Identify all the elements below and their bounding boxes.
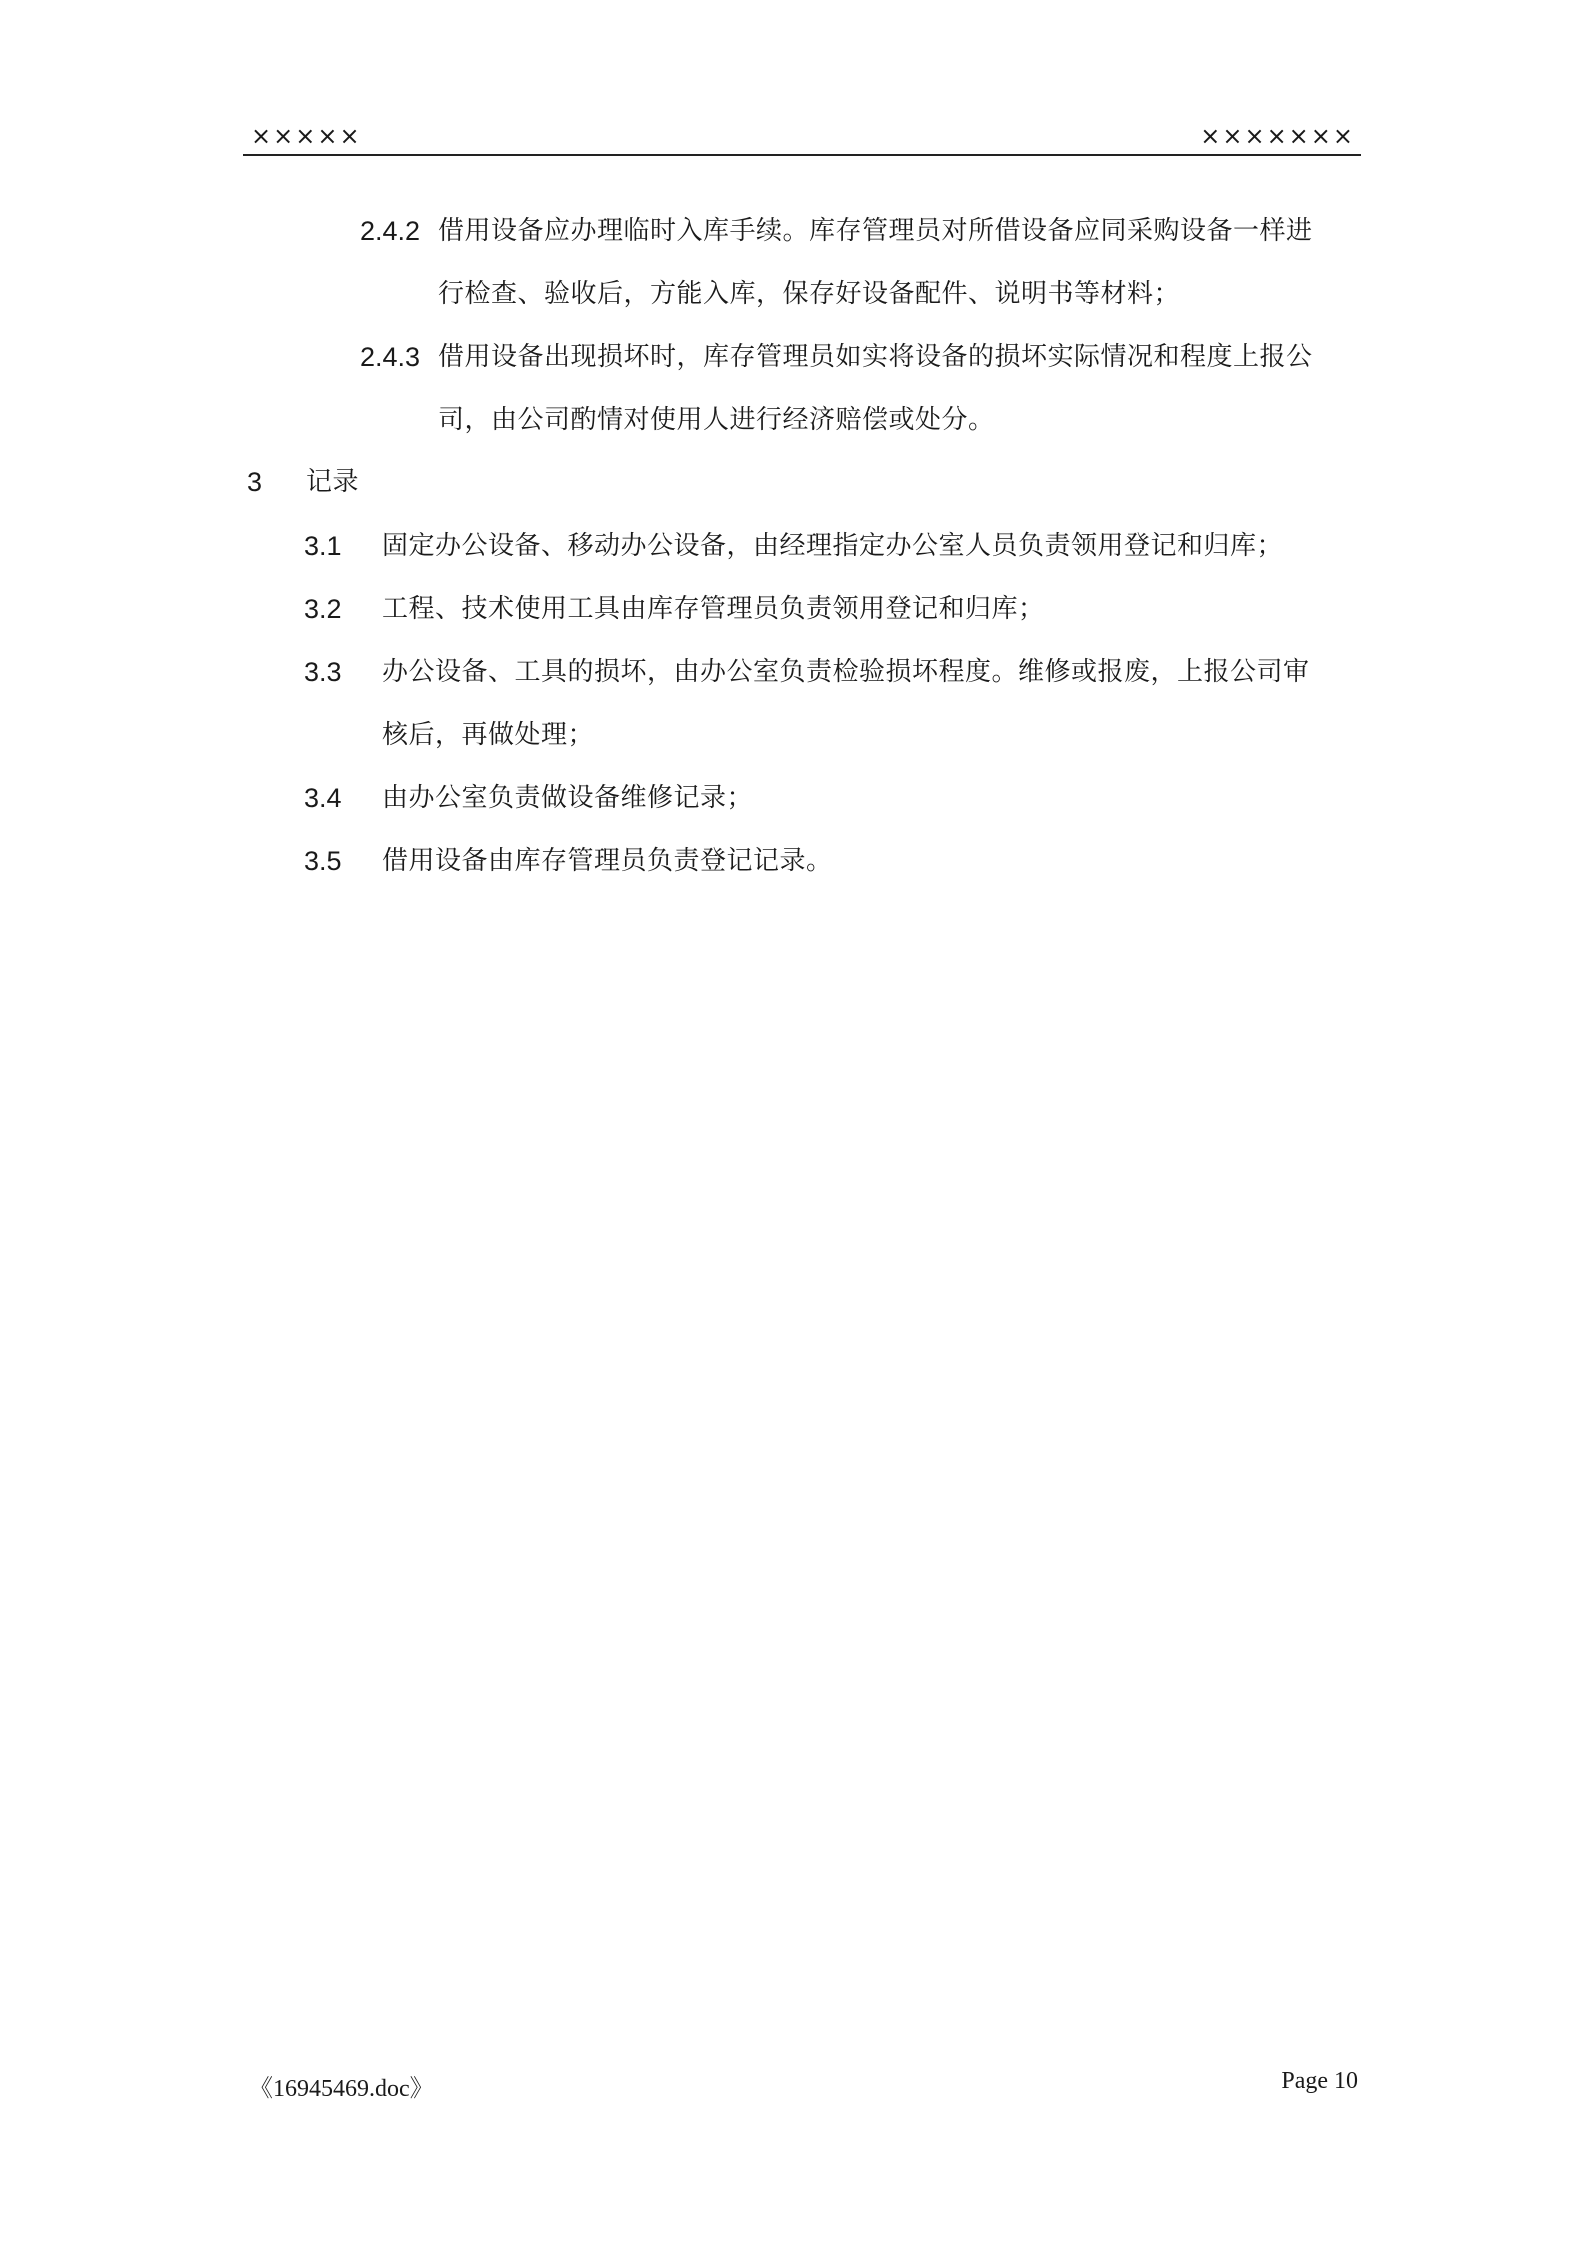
header-left-text: ×××××: [251, 122, 362, 150]
section-title-records: 记录: [306, 467, 360, 497]
item-number-3-5: 3.5: [304, 846, 342, 876]
item-number-3-4: 3.4: [304, 783, 342, 813]
item-text-3-4: 由办公室负责做设备维修记录；: [382, 783, 754, 813]
item-number-2-4-3: 2.4.3: [360, 342, 421, 372]
item-text-3-5: 借用设备由库存管理员负责登记记录。: [382, 846, 833, 876]
header-right-text: ×××××××: [1200, 122, 1355, 150]
item-text-3-3-line-2: 核后，再做处理；: [382, 720, 595, 750]
item-text-2-4-2-line-1: 借用设备应办理临时入库手续。库存管理员对所借设备应同采购设备一样进: [438, 216, 1313, 246]
item-text-2-4-3-line-2: 司，由公司酌情对使用人进行经济赔偿或处分。: [438, 405, 995, 435]
footer-page-number: Page 10: [1281, 2068, 1358, 2094]
item-text-3-2: 工程、技术使用工具由库存管理员负责领用登记和归库；: [382, 594, 1045, 624]
item-number-3-2: 3.2: [304, 594, 342, 624]
section-number-3: 3: [247, 467, 263, 497]
item-text-3-3-line-1: 办公设备、工具的损坏，由办公室负责检验损坏程度。维修或报废，上报公司审: [382, 657, 1310, 687]
footer-filename: 《16945469.doc》: [249, 2076, 434, 2102]
item-number-2-4-2: 2.4.2: [360, 216, 421, 246]
item-text-2-4-3-line-1: 借用设备出现损坏时，库存管理员如实将设备的损坏实际情况和程度上报公: [438, 342, 1313, 372]
item-text-2-4-2-line-2: 行检查、验收后，方能入库，保存好设备配件、说明书等材料；: [438, 279, 1181, 309]
item-number-3-1: 3.1: [304, 531, 342, 561]
item-number-3-3: 3.3: [304, 657, 342, 687]
item-text-3-1: 固定办公设备、移动办公设备，由经理指定办公室人员负责领用登记和归库；: [382, 531, 1284, 561]
page-header: [243, 118, 1361, 156]
